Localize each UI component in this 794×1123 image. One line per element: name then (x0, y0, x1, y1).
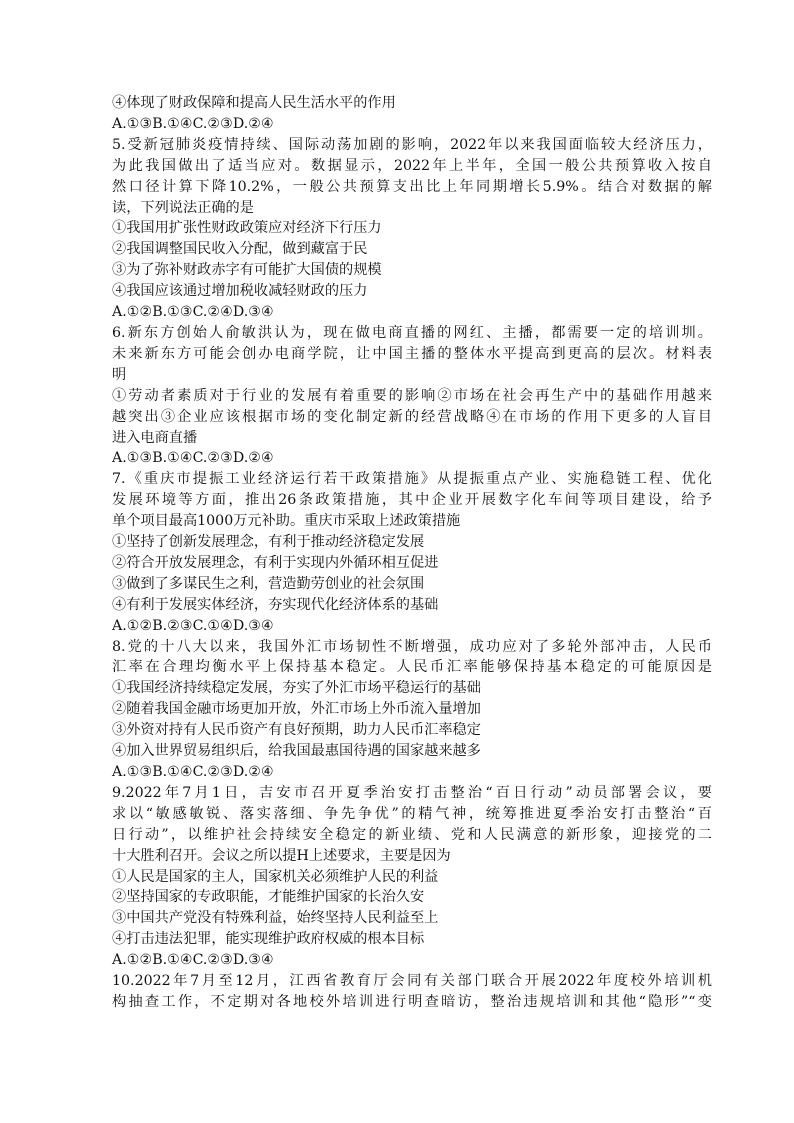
text-line: 越突出③企业应该根据市场的变化制定新的经营战略④在市场的作用下更多的人盲目 (112, 408, 712, 425)
text-line: ②随着我国金融市场更加开放，外汇市场上外币流入量增加 (112, 701, 481, 718)
text-line: 进入电商直播 (112, 429, 198, 446)
text-line: A.①③B.①④C.②③D.②④ (112, 450, 274, 467)
text-line: ③为了弥补财政赤字有可能扩大国债的规模 (112, 262, 382, 279)
text-line: ④有利于发展实体经济，夯实现代化经济体系的基础 (112, 596, 439, 613)
text-line: ②我国调整国民收入分配，做到藏富于民 (112, 241, 368, 258)
text-line: 汇率在合理均衡水平上保持基本稳定。人民币汇率能够保持基本稳定的可能原因是 (112, 659, 712, 676)
text-line: 为此我国做出了适当应对。数据显示，2022年上半年，全国一般公共预算收入按自 (112, 157, 712, 174)
text-line: ①我国经济持续稳定发展，夯实了外汇市场平稳运行的基础 (112, 680, 481, 697)
text-line: ②符合开放发展理念，有利于实现内外循环相互促进 (112, 554, 439, 571)
text-line: 求以“敏感敏锐、落实落细、争先争优”的精气神，统筹推进夏季治安打击整治“百 (112, 805, 712, 822)
text-line: ③做到了多谋民生之利，营造勤劳创业的社会氛围 (112, 575, 425, 592)
text-line: ①坚持了创新发展理念，有利于推动经济稳定发展 (112, 534, 425, 551)
text-line: 10.2022年7月至12月，江西省教育厅会同有关部门联合开展2022年度校外培训机 (112, 973, 712, 990)
text-line: ④我国应该通过增加税收减轻财政的压力 (112, 283, 368, 300)
text-line: ③外资对持有人民币资产有良好预期，助力人民币汇率稳定 (112, 722, 481, 739)
text-line: A.①②B.②③C.①④D.③④ (112, 617, 274, 634)
text-line: A.①③B.①④C.②③D.②④ (112, 764, 274, 780)
text-line: A.①②B.①④C.②③D.③④ (112, 952, 274, 969)
text-line: 单个项目最高1000万元补助。重庆市采取上述政策措施 (112, 513, 461, 530)
text-line: 8.党的十八大以来，我国外汇市场韧性不断增强，成功应对了多轮外部冲击，人民币 (112, 638, 712, 655)
text-line: ④加入世界贸易组织后，给我国最惠国待遇的国家越来越多 (112, 743, 481, 760)
text-line: A.①③B.①④C.②③D.②④ (112, 115, 274, 132)
text-line: 6.新东方创始人俞敏洪认为，现在做电商直播的网红、主播，都需要一定的培训圳。 (112, 324, 712, 341)
text-line: 然口径计算下降10.2%，一般公共预算支出比上年同期增长5.9%。结合对数据的解 (112, 178, 712, 195)
text-line: 5.受新冠肺炎疫情持续、国际动荡加剧的影响，2022年以来我国面临较大经济压力， (112, 136, 712, 153)
text-line: 明 (112, 366, 127, 383)
document-page (112, 93, 712, 1013)
text-line: 未来新东方可能会创办电商学院，让中国主播的整体水平提高到更高的层次。材料表 (112, 345, 712, 362)
text-line: 7.《重庆市提振工业经济运行若干政策措施》从提振重点产业、实施稳链工程、优化 (112, 471, 712, 488)
text-line: 十大胜利召开。会议之所以提H上述要求，主要是因为 (112, 847, 451, 864)
text-line: ①人民是国家的主人，国家机关必须维护人民的利益 (112, 868, 439, 885)
text-line: 读，下列说法正确的是 (112, 199, 254, 216)
text-line: 发展环境等方面，推出26条政策措施，其中企业开展数字化车间等项目建设，给予 (112, 492, 712, 509)
text-line: 日行动”，以维护社会持续安全稳定的新业绩、党和人民满意的新形象，迎接党的二 (112, 826, 712, 843)
text-line: 构抽查工作，不定期对各地校外培训进行明查暗访，整治违规培训和其他“隐形”“变 (112, 993, 712, 1010)
text-line: ①劳动者素质对于行业的发展有着重要的影响②市场在社会再生产中的基础作用越来 (112, 387, 712, 404)
text-line: ④体现了财政保障和提高人民生活水平的作用 (112, 95, 396, 111)
text-line: A.①②B.①③C.②④D.③④ (112, 304, 274, 321)
text-line: ④打击违法犯罪，能实现维护政府权威的根本目标 (112, 931, 425, 948)
text-line: ②坚持国家的专政职能，才能维护国家的长治久安 (112, 889, 425, 906)
text-line: ①我国用扩张性财政政策应对经济下行压力 (112, 220, 382, 237)
text-line: ③中国共产党没有特殊利益，始终坚持人民利益至上 (112, 910, 439, 927)
text-line: 9.2022年7月1日，吉安市召开夏季治安打击整治“百日行动”动员部署会议，要 (112, 784, 712, 801)
